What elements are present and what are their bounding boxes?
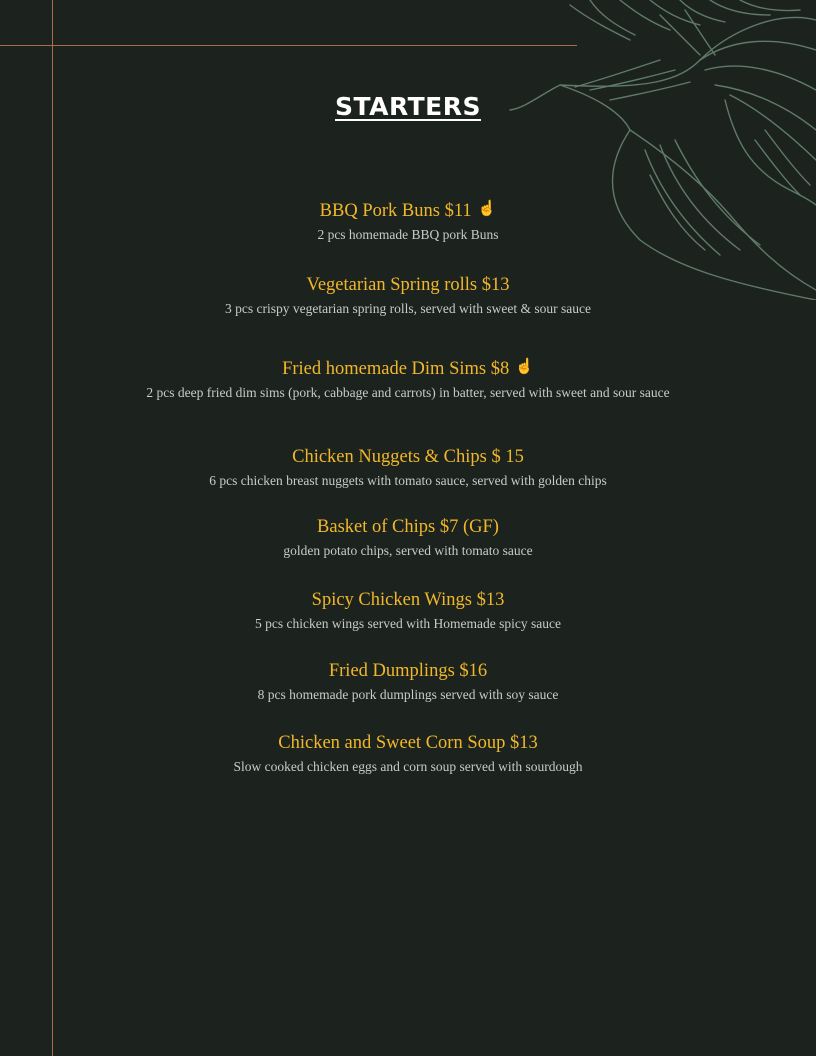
menu-item-name-text: Basket of Chips $7 (GF) — [317, 517, 499, 537]
frame-line-top — [0, 45, 577, 46]
menu-item-description: golden potato chips, served with tomato sauce — [283, 543, 533, 558]
menu-item — [104, 732, 712, 775]
menu-item — [104, 356, 712, 401]
menu-item-name — [104, 516, 712, 538]
menu-item-description: 2 pcs deep fried dim sims (pork, cabbage and carrots) in batter, served with sweet and sour sauce — [146, 385, 670, 400]
menu-item-name-text: Chicken and Sweet Corn Soup $13 — [278, 733, 538, 753]
menu-item-name — [104, 446, 712, 468]
thumbs-up-icon: ☝ — [477, 201, 497, 217]
menu-item-description: 6 pcs chicken breast nuggets with tomato sauce, served with golden chips — [209, 473, 607, 488]
menu-item-description: Slow cooked chicken eggs and corn soup served with sourdough — [233, 759, 583, 774]
flower-illustration — [500, 0, 816, 300]
menu-item-name — [104, 198, 712, 222]
thumbs-up-icon: ☝ — [515, 359, 534, 375]
menu-item — [104, 198, 712, 243]
menu-item-name-text: Vegetarian Spring rolls $13 — [306, 275, 510, 295]
frame-line-left — [52, 0, 53, 1056]
menu-item — [104, 274, 712, 317]
menu-item-description: 5 pcs chicken wings served with Homemade spicy sauce — [255, 616, 561, 631]
menu-item-name — [104, 732, 712, 754]
menu-item-name — [104, 589, 712, 611]
menu-item-description: 2 pcs homemade BBQ pork Buns — [317, 227, 499, 242]
menu-item-name — [104, 274, 712, 296]
menu-item-name-text: Spicy Chicken Wings $13 — [311, 590, 505, 610]
menu-item — [104, 589, 712, 632]
menu-item-name-text: Fried homemade Dim Sims $8 — [282, 359, 510, 379]
menu-item-name — [104, 660, 712, 682]
menu-item-name-text: BBQ Pork Buns $11 — [319, 201, 472, 221]
menu-item-name-text: Chicken Nuggets & Chips $ 15 — [292, 447, 524, 467]
page-title: STARTERS — [335, 92, 481, 121]
menu-item — [104, 446, 712, 489]
menu-item — [104, 660, 712, 703]
menu-item-name-text: Fried Dumplings $16 — [328, 661, 488, 681]
menu-item-name — [104, 356, 712, 380]
menu-item — [104, 516, 712, 559]
menu-item-description: 8 pcs homemade pork dumplings served with soy sauce — [257, 687, 559, 702]
menu-item-description: 3 pcs crispy vegetarian spring rolls, served with sweet & sour sauce — [225, 301, 591, 316]
